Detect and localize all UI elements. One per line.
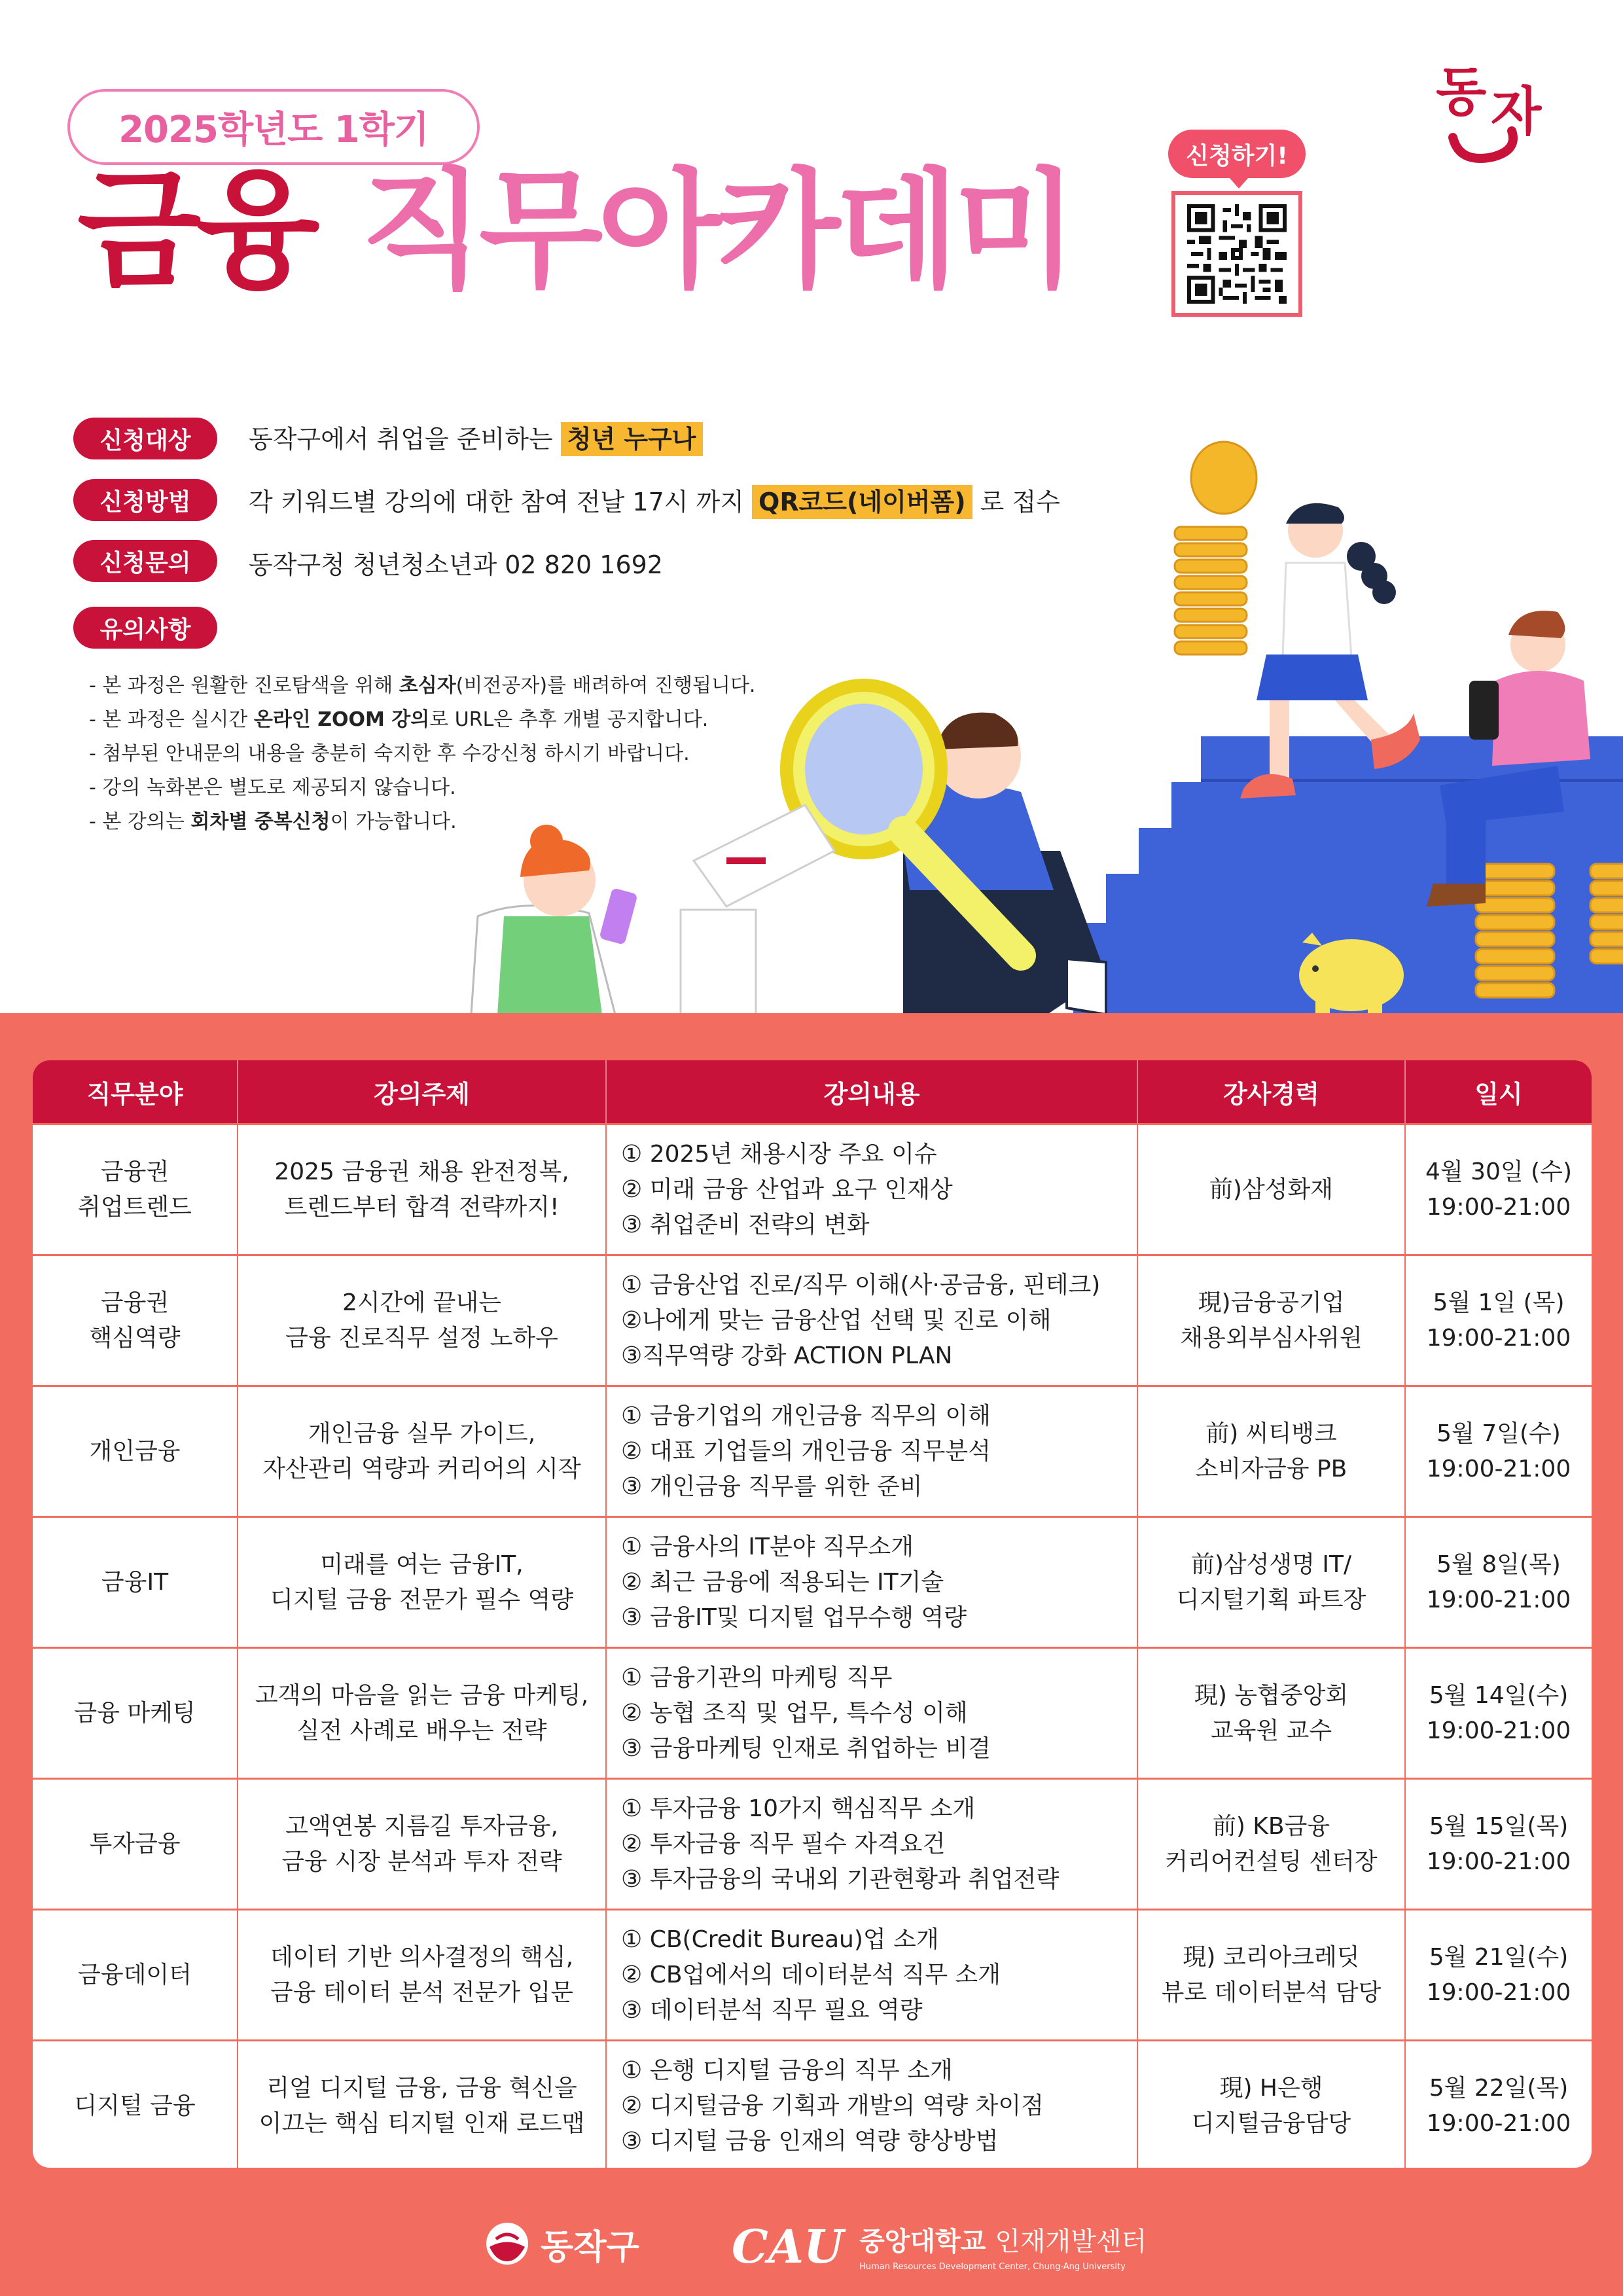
cell-content-line: ① CB(Credit Bureau)업 소개 [621,1926,939,1953]
cell-content-line: ③ 디지털 금융 인재의 역량 향상방법 [621,2127,999,2155]
cell-topic [238,1255,606,1386]
table-header-row [33,1060,1592,1124]
tag-notice: 유의사항 [73,607,217,649]
cell-topic-line: 이끄는 핵심 티지털 인재 로드맵 [259,2109,585,2137]
cell-content-line: ② 농협 조직 및 업무, 특수성 이해 [621,1699,968,1727]
cell-topic-line: 디지털 금융 전문가 필수 역량 [270,1586,574,1613]
cell-topic-line: 리얼 디지털 금융, 금융 혁신을 [266,2074,577,2102]
dongjak-emblem-icon [484,2221,530,2267]
cell-content-line: ② 미래 금융 산업과 요구 인재상 [621,1175,953,1203]
cell-date-line: 19:00-21:00 [1426,1455,1571,1482]
cell-instructor-line: 교육원 교수 [1210,1717,1332,1744]
footer-left-label: 동작구 [541,2227,639,2267]
cell-date [1405,2041,1592,2168]
table-row [33,1255,1592,1386]
cell-topic [238,1517,606,1648]
notice-item: - 첨부된 안내문의 내용을 충분히 숙지한 후 수강신청 하시기 바랍니다. [89,742,690,765]
header-topic: 강의주제 [238,1060,606,1124]
dongjak-logo-icon [1433,59,1551,170]
cell-field-line: 취업트렌드 [78,1193,192,1221]
cell-instructor-line: 채용외부심사위원 [1180,1324,1363,1352]
cell-topic-line: 금융 진로직무 설정 노하우 [285,1324,558,1352]
cell-content-line: ② 디지털금융 기획과 개발의 역량 차이점 [621,2092,1044,2119]
cell-instructor-line: 소비자금융 PB [1195,1455,1347,1482]
cell-date-line: 19:00-21:00 [1426,1193,1571,1221]
notice-item: - 본 과정은 실시간 온라인 ZOOM 강의로 URL은 추후 개별 공지합니다. [89,708,709,731]
cell-date-line: 19:00-21:00 [1426,2109,1571,2137]
cell-content-line: ③ 투자금융의 국내외 기관현황과 취업전략 [621,1865,1060,1893]
cell-content-line: ① 금융사의 IT분야 직무소개 [621,1533,914,1560]
cell-field [33,1255,238,1386]
qr-code[interactable] [1171,191,1302,317]
cell-content [606,1648,1137,1779]
title-part2: 직무아카데미 [360,156,1073,306]
cell-content-line: ② 투자금융 직무 필수 자격요건 [621,1830,946,1857]
cell-field-line: 핵심역량 [89,1324,181,1352]
cell-instructor-line: 디지털기획 파트장 [1176,1586,1366,1613]
cell-content-line: ③ 데이터분석 직무 필요 역량 [621,1996,923,2024]
cell-instructor [1137,2041,1405,2168]
cell-content-line: ③ 금융마케팅 인재로 취업하는 비결 [621,1734,991,1762]
cell-instructor-line: 現) H은행 [1219,2074,1323,2102]
table-row [33,1124,1592,1255]
cell-instructor-line: 前) 씨티뱅크 [1205,1420,1337,1447]
cell-instructor [1137,1124,1405,1255]
cell-content-line: ② 최근 금융에 적용되는 IT기술 [621,1568,944,1596]
cell-field [33,1910,238,2041]
cell-instructor-line: 前) KB금융 [1212,1812,1330,1840]
tag-method: 신청방법 [73,479,217,521]
cau-names [859,2221,1147,2272]
cell-date [1405,1910,1592,2041]
cell-instructor-line: 現) 코리아크레딧 [1183,1943,1360,1971]
cell-instructor [1137,1386,1405,1517]
cell-date [1405,1386,1592,1517]
cell-content-line: ① 투자금융 10가지 핵심직무 소개 [621,1795,976,1822]
table-row [33,1517,1592,1648]
cell-content-line: ③직무역량 강화 ACTION PLAN [621,1342,953,1369]
info-method-after: 로 접수 [972,488,1060,516]
cell-instructor-line: 前)삼성화재 [1209,1175,1334,1203]
cell-date [1405,1255,1592,1386]
semester-badge: 2025학년도 1학기 [67,89,480,165]
cell-content [606,1779,1137,1910]
cell-topic-line: 고액연봉 지름길 투자금융, [285,1812,558,1840]
table-row [33,2041,1592,2168]
cell-field-line: 투자금융 [89,1830,181,1857]
cell-topic [238,1910,606,2041]
cell-content-line: ②나에게 맞는 금융산업 선택 및 진로 이해 [621,1306,1052,1334]
cell-topic [238,2041,606,2168]
cell-topic-line: 자산관리 역량과 커리어의 시작 [262,1455,581,1482]
cell-content-line: ③ 금융IT및 디지털 업무수행 역량 [621,1604,967,1631]
cell-date-line: 5월 15일(목) [1429,1812,1569,1840]
cau-name-kr: 중앙대학교 [859,2227,986,2257]
table-row [33,1910,1592,2041]
notice-item: - 본 과정은 원활한 진로탐색을 위해 초심자(비전공자)를 배려하여 진행됩니다. [89,674,756,697]
cell-instructor-line: 뷰로 데이터분석 담당 [1161,1979,1382,2006]
cell-date-line: 19:00-21:00 [1426,1586,1571,1613]
cell-instructor [1137,1648,1405,1779]
cell-date-line: 19:00-21:00 [1426,1717,1571,1744]
cell-content [606,1124,1137,1255]
schedule-table [33,1060,1592,2168]
cell-date-line: 5월 21일(수) [1429,1943,1569,1971]
cell-topic-line: 2025 금융권 채용 완전정복, [274,1158,569,1185]
cell-instructor-line: 前)삼성생명 IT/ [1190,1551,1352,1578]
cell-content-line: ③ 개인금융 직무를 위한 준비 [621,1473,923,1500]
cell-content [606,1255,1137,1386]
cell-date [1405,1124,1592,1255]
cell-field-line: 금융데이터 [78,1961,192,1988]
cell-field [33,1648,238,1779]
cell-field [33,1386,238,1517]
title-part1: 금융 [77,156,315,306]
svg-text:자: 자 [1491,81,1542,142]
cell-topic-line: 금융 시장 분석과 투자 전략 [281,1848,562,1875]
cell-topic-line: 고객의 마음을 읽는 금융 마케팅, [255,1681,589,1709]
info-target-before: 동작구에서 취업을 준비하는 [249,425,561,454]
cell-content-line: ② CB업에서의 데이터분석 직무 소개 [621,1961,1001,1988]
info-method-before: 각 키워드별 강의에 대한 참여 전날 17시 까지 [249,488,753,516]
cell-topic-line: 데이터 기반 의사결정의 핵심, [270,1943,574,1971]
info-target-highlight: 청년 누구나 [561,422,703,456]
cell-content-line: ① 2025년 채용시장 주요 이슈 [621,1140,937,1168]
cell-content-line: ③ 취업준비 전략의 변화 [621,1211,870,1238]
cau-name-en: Human Resources Development Center, Chung-Ang University [859,2262,1126,2272]
cell-field-line: 금융권 [100,1289,169,1316]
apply-bubble: 신청하기! [1168,130,1306,178]
cell-date-line: 19:00-21:00 [1426,1324,1571,1352]
cau-center-kr: 인재개발센터 [995,2227,1147,2257]
header-date: 일시 [1405,1060,1592,1124]
cell-field-line: 금융권 [100,1158,169,1185]
header-instructor: 강사경력 [1137,1060,1405,1124]
cell-topic-line: 2시간에 끝내는 [342,1289,501,1316]
cell-content-line: ① 은행 디지털 금융의 직무 소개 [621,2056,953,2084]
cell-field-line: 개인금융 [89,1437,181,1465]
info-inquiry-text: 동작구청 청년청소년과 02 820 1692 [249,550,663,579]
table-row [33,1648,1592,1779]
cell-date [1405,1779,1592,1910]
svg-text:동: 동 [1436,62,1487,122]
cell-topic-line: 실전 사례로 배우는 전략 [296,1717,547,1744]
cell-date-line: 5월 22일(목) [1429,2074,1569,2102]
cell-field-line: 금융IT [101,1568,169,1596]
cell-content-line: ① 금융기업의 개인금융 직무의 이해 [621,1402,991,1429]
cell-field [33,1779,238,1910]
cell-content-line: ② 대표 기업들의 개인금융 직무분석 [621,1437,991,1465]
footer-cau-logo [732,2207,1147,2286]
cell-date [1405,1648,1592,1779]
cell-content [606,2041,1137,2168]
cell-instructor [1137,1517,1405,1648]
cell-field-line: 금융 마케팅 [74,1699,196,1727]
cell-date [1405,1517,1592,1648]
header-field: 직무분야 [33,1060,238,1124]
cell-instructor-line: 現) 농협중앙회 [1194,1681,1349,1709]
cell-field [33,1517,238,1648]
cau-logo: CAU [732,2219,844,2274]
cell-topic-line: 개인금융 실무 가이드, [308,1420,536,1447]
notice-item: - 강의 녹화본은 별도로 제공되지 않습니다. [89,776,456,799]
cell-topic-line: 금융 테이터 분석 전문가 입문 [270,1979,574,2006]
notice-item: - 본 강의는 회차별 중복신청이 가능합니다. [89,810,457,833]
cell-field-line: 디지털 금융 [74,2092,196,2119]
info-method-highlight: QR코드(네이버폼) [752,485,972,519]
cell-topic-line: 미래를 여는 금융IT, [320,1551,524,1578]
cell-date-line: 19:00-21:00 [1426,1979,1571,2006]
qr-code-icon [1185,204,1289,304]
cell-date-line: 5월 1일 (목) [1433,1289,1565,1316]
cell-date-line: 5월 8일(목) [1436,1551,1561,1578]
footer-dongjak-logo [484,2217,639,2270]
cell-date-line: 19:00-21:00 [1426,1848,1571,1875]
header-content: 강의내용 [606,1060,1137,1124]
cell-instructor-line: 커리어컨설팅 센터장 [1165,1848,1378,1875]
cell-field [33,1124,238,1255]
cell-topic [238,1779,606,1910]
cell-topic [238,1124,606,1255]
cell-date-line: 4월 30일 (수) [1425,1158,1573,1185]
dongjak-logo [1433,59,1551,170]
cell-content [606,1910,1137,2041]
people-illustration [458,432,1623,1014]
receipt-icon [681,805,834,1014]
cell-content-line: ① 금융산업 진로/직무 이해(사·공금융, 핀테크) [621,1271,1101,1299]
cell-content [606,1386,1137,1517]
cell-content [606,1517,1137,1648]
tag-inquiry: 신청문의 [73,540,217,582]
cell-instructor [1137,1255,1405,1386]
cell-topic [238,1648,606,1779]
page-title [77,156,1073,306]
table-row [33,1779,1592,1910]
cell-date-line: 5월 7일(수) [1436,1420,1561,1447]
cell-instructor-line: 디지털금융담당 [1191,2109,1351,2137]
cell-field [33,2041,238,2168]
girl-with-phone-illustration [471,825,638,1014]
cell-date-line: 5월 14일(수) [1429,1681,1569,1709]
cell-instructor [1137,1779,1405,1910]
tag-target: 신청대상 [73,418,217,459]
cell-topic [238,1386,606,1517]
cell-instructor [1137,1910,1405,2041]
cell-topic-line: 트렌드부터 합격 전략까지! [284,1193,560,1221]
table-row [33,1386,1592,1517]
cell-instructor-line: 現)금융공기업 [1198,1289,1345,1316]
cell-content-line: ① 금융기관의 마케팅 직무 [621,1664,893,1691]
